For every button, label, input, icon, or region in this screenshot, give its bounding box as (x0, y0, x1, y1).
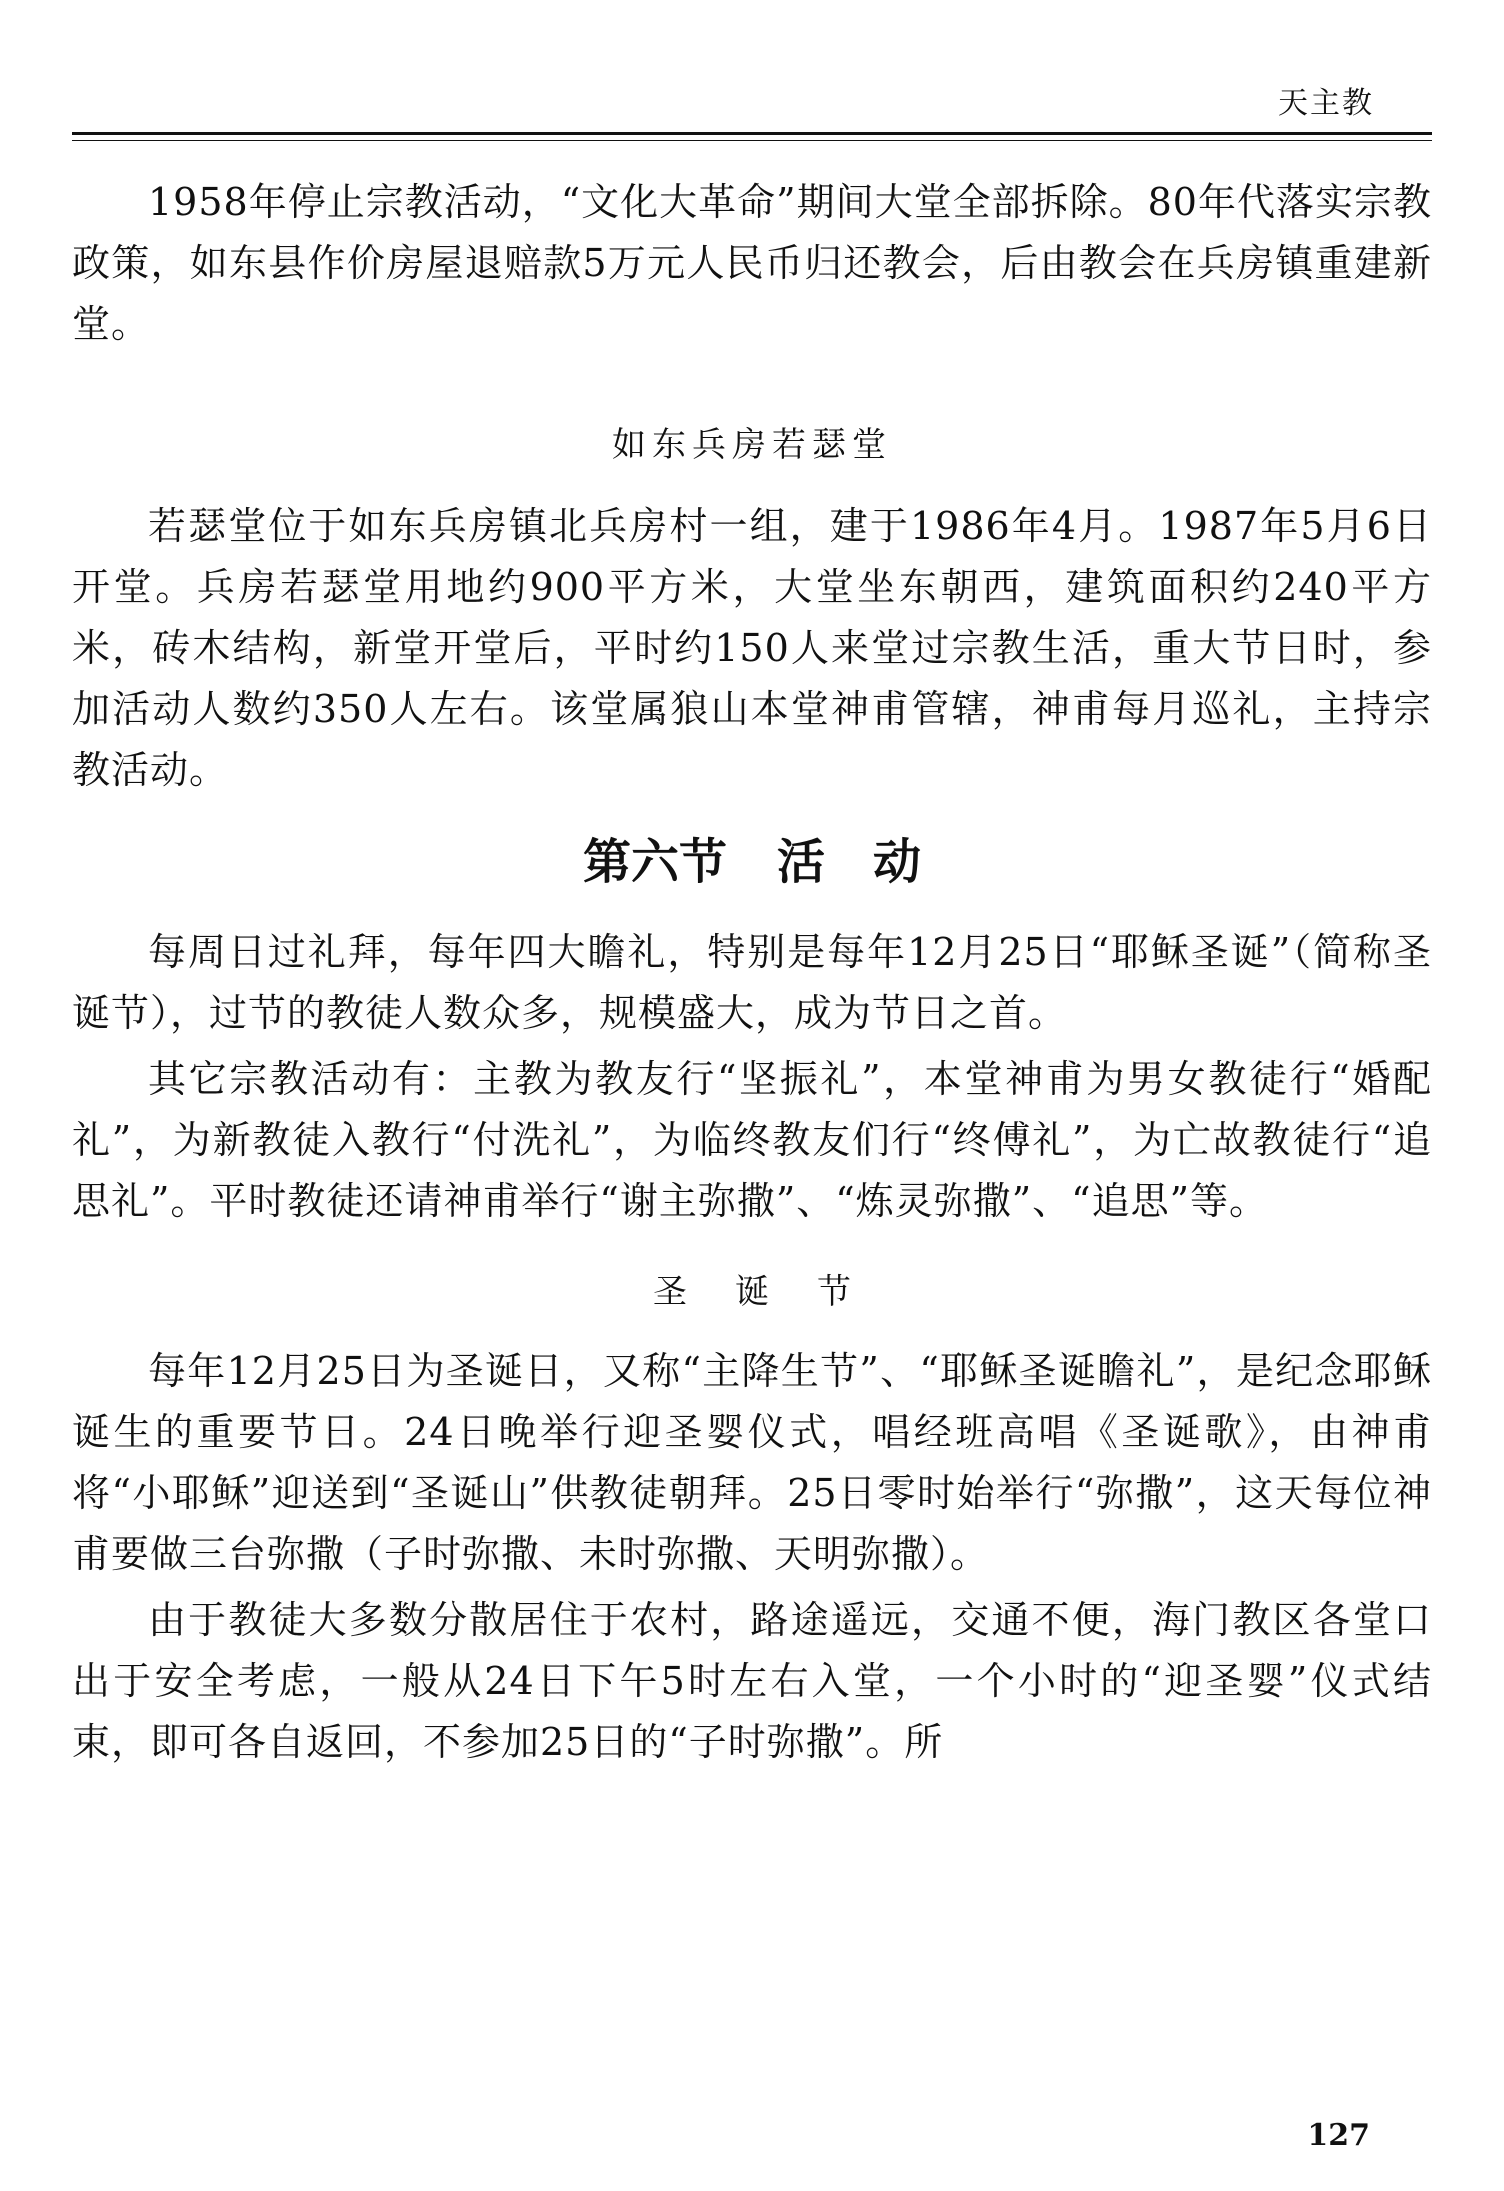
header-rule-thin (72, 140, 1432, 141)
paragraph-weekly-worship: 每周日过礼拜，每年四大瞻礼，特别是每年12月25日“耶稣圣诞”（简称圣诞节），过节的教徒人数众多，规模盛大，成为节日之首。 (72, 930, 1432, 1035)
section-number: 第六节 (582, 834, 727, 890)
paragraph-1958: 1958年停止宗教活动，“文化大革命”期间大堂全部拆除。80年代落实宗教政策，如东县作价房屋退赔款5万元人民币归还教会，后由教会在兵房镇重建新堂。 (72, 180, 1432, 346)
section-title: 活 动 (777, 834, 922, 890)
heading-rudong-bingfang-church: 如东兵房若瑟堂 (612, 425, 892, 465)
paragraph-rural-believers: 由于教徒大多数分散居住于农村，路途遥远，交通不便，海门教区各堂口出于安全考虑，一般从24日下午5时左右入堂，一个小时的“迎圣婴”仪式结束，即可各自返回，不参加25日的“子时弥撒”。所 (72, 1598, 1432, 1764)
page-body (72, 172, 1432, 1773)
paragraph-christmas-day: 每年12月25日为圣诞日，又称“主降生节”、“耶稣圣诞瞻礼”，是纪念耶稣诞生的重要节日。24日晚举行迎圣婴仪式，唱经班高唱《圣诞歌》，由神甫将“小耶稣”迎送到“圣诞山”供教徒朝拜。25日零时始举行“弥撒”，这天每位神甫要做三台弥撒（子时弥撒、未时弥撒、天明弥撒）。 (72, 1349, 1432, 1576)
running-head: 天主教 (1278, 86, 1374, 121)
page-number: 127 (1307, 2118, 1370, 2153)
section-heading (72, 823, 1432, 892)
heading-christmas: 圣诞节 (653, 1272, 899, 1312)
paragraph-joseph-church: 若瑟堂位于如东兵房镇北兵房村一组，建于1986年4月。1987年5月6日开堂。兵房若瑟堂用地约900平方米，大堂坐东朝西，建筑面积约240平方米，砖木结构，新堂开堂后，平时约150人来堂过宗教生活，重大节日时，参加活动人数约350人左右。该堂属狼山本堂神甫管辖，神甫每月巡礼，主持宗教活动。 (72, 504, 1432, 792)
paragraph-other-activities: 其它宗教活动有：主教为教友行“坚振礼”，本堂神甫为男女教徒行“婚配礼”，为新教徒入教行“付洗礼”，为临终教友们行“终傅礼”，为亡故教徒行“追思礼”。平时教徒还请神甫举行“谢主弥撒”、“炼灵弥撒”、“追思”等。 (72, 1057, 1432, 1223)
header-rule-thick (72, 132, 1432, 135)
